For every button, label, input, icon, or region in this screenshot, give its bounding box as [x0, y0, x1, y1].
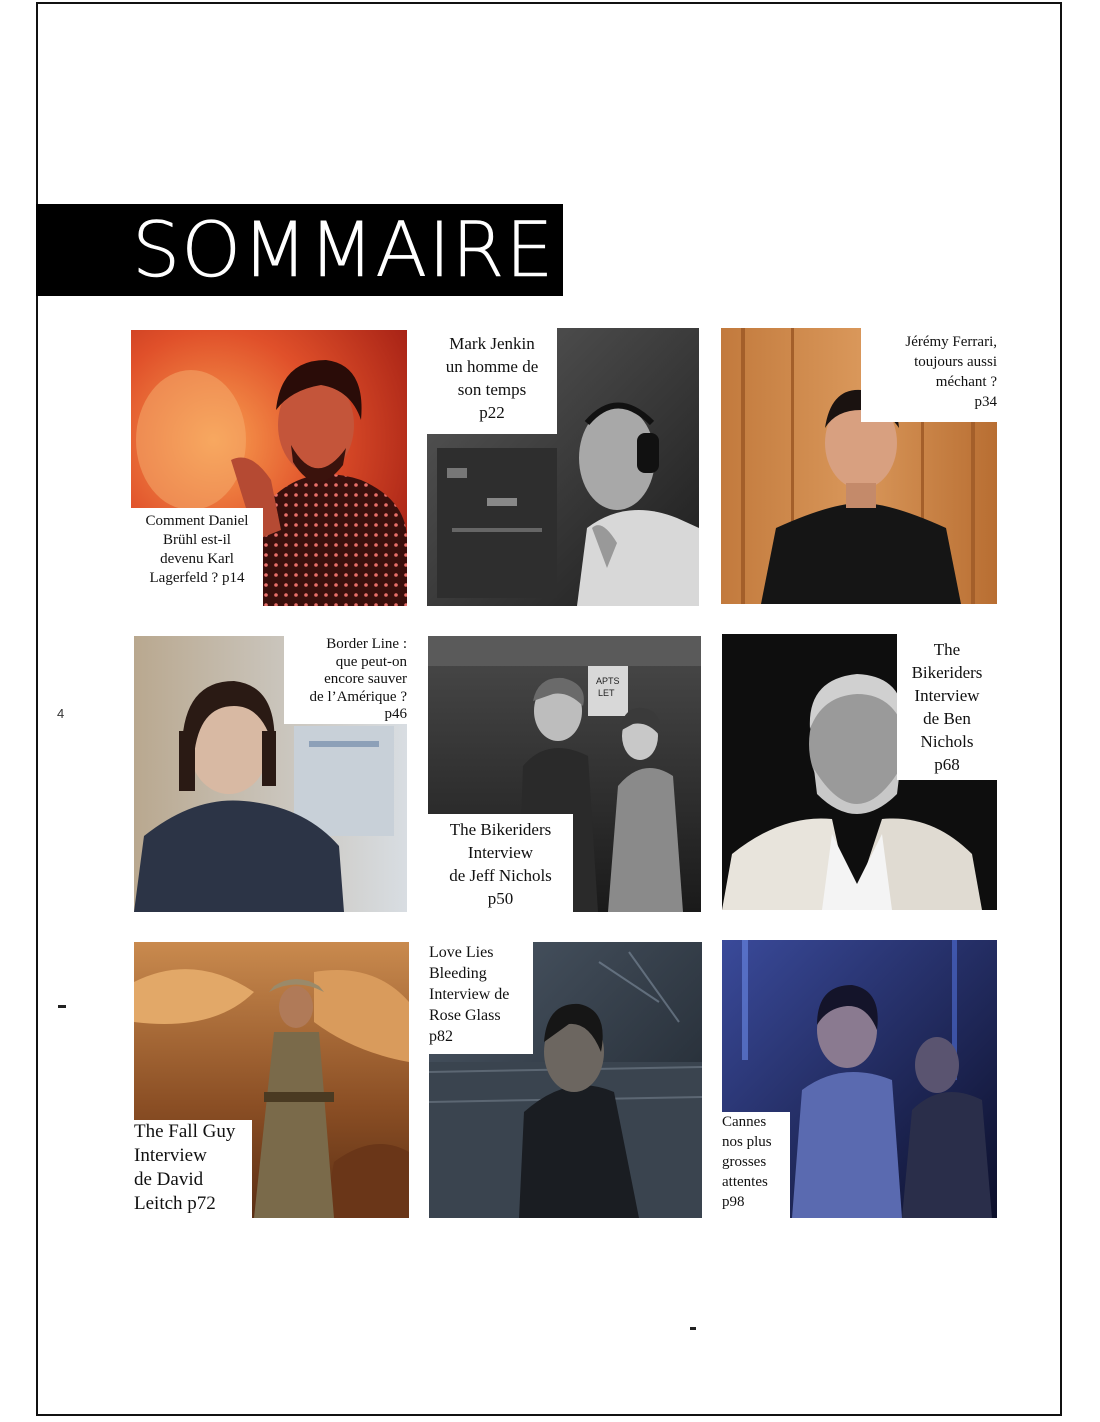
- caption-line: encore sauver: [324, 671, 407, 687]
- caption-line: toujours aussi: [914, 354, 997, 370]
- caption-line: Rose Glass: [429, 1007, 501, 1024]
- caption-line: p98: [722, 1194, 745, 1210]
- caption-line: Leitch p72: [134, 1193, 216, 1214]
- caption-line: Border Line :: [326, 636, 407, 652]
- caption-bikeriders-ben-nichols: [897, 634, 997, 780]
- article-card-mark-jenkin[interactable]: [427, 328, 699, 606]
- caption-line: grosses: [722, 1154, 767, 1170]
- caption-line: de Jeff Nichols: [449, 866, 552, 885]
- article-card-border-line[interactable]: [134, 636, 407, 912]
- article-card-fall-guy[interactable]: [134, 942, 409, 1218]
- caption-line: Interview de: [429, 986, 510, 1003]
- caption-line: nos plus: [722, 1134, 772, 1150]
- article-card-love-lies-bleeding[interactable]: [429, 942, 702, 1218]
- caption-daniel-bruhl: [131, 508, 263, 606]
- caption-line: p34: [974, 394, 997, 410]
- article-card-daniel-bruhl[interactable]: [131, 330, 407, 606]
- caption-line: p22: [479, 403, 505, 422]
- caption-line: p46: [384, 706, 407, 722]
- caption-bikeriders-jeff-nichols: [428, 814, 573, 912]
- caption-line: de l’Amérique ?: [309, 688, 407, 705]
- article-card-jeremy-ferrari[interactable]: [721, 328, 997, 604]
- caption-line: Interview: [467, 843, 534, 862]
- caption-line: Jérémy Ferrari,: [905, 334, 997, 350]
- page-number: 4: [57, 706, 65, 721]
- svg-text:APTS: APTS: [596, 676, 620, 686]
- caption-line: Love Lies: [429, 944, 494, 961]
- caption-fall-guy: [134, 1120, 252, 1218]
- caption-line: Bleeding: [429, 965, 487, 982]
- caption-line: Mark Jenkin: [449, 334, 535, 353]
- caption-line: p82: [429, 1028, 453, 1045]
- caption-line: devenu Karl: [160, 551, 234, 567]
- caption-line: méchant ?: [935, 374, 997, 390]
- caption-love-lies-bleeding: [429, 942, 533, 1054]
- scan-speck: [58, 1005, 66, 1008]
- caption-line: Bikeriders: [911, 663, 983, 682]
- caption-line: que peut-on: [335, 653, 407, 670]
- svg-text:LET: LET: [598, 688, 615, 698]
- caption-cannes: [722, 1112, 790, 1218]
- caption-line: Brühl est-il: [163, 532, 231, 548]
- caption-line: The Fall Guy: [134, 1121, 236, 1142]
- caption-line: The Bikeriders: [449, 820, 552, 839]
- caption-line: Interview: [914, 686, 980, 705]
- caption-line: p50: [487, 889, 514, 908]
- title-bar: [36, 204, 563, 296]
- caption-line: p68: [934, 755, 960, 774]
- caption-line: son temps: [457, 380, 527, 399]
- page-title: SOMMAIRE: [132, 205, 555, 294]
- scan-speck: [690, 1327, 696, 1330]
- caption-line: Interview: [134, 1145, 207, 1166]
- article-card-bikeriders-ben-nichols[interactable]: [722, 634, 997, 910]
- caption-border-line: [284, 636, 407, 724]
- caption-line: de David: [134, 1169, 204, 1190]
- caption-line: de Ben: [923, 709, 971, 728]
- caption-jeremy-ferrari: [861, 328, 997, 422]
- caption-line: Lagerfeld ? p14: [149, 570, 245, 586]
- caption-line: un homme de: [445, 357, 539, 376]
- caption-line: Comment Daniel: [145, 513, 249, 529]
- article-card-bikeriders-jeff-nichols[interactable]: [428, 636, 701, 912]
- caption-line: The: [933, 640, 961, 659]
- caption-line: Cannes: [722, 1114, 767, 1130]
- caption-mark-jenkin: [427, 328, 557, 434]
- caption-line: Nichols: [920, 732, 974, 751]
- caption-line: attentes: [722, 1174, 768, 1190]
- article-card-cannes[interactable]: [722, 940, 997, 1218]
